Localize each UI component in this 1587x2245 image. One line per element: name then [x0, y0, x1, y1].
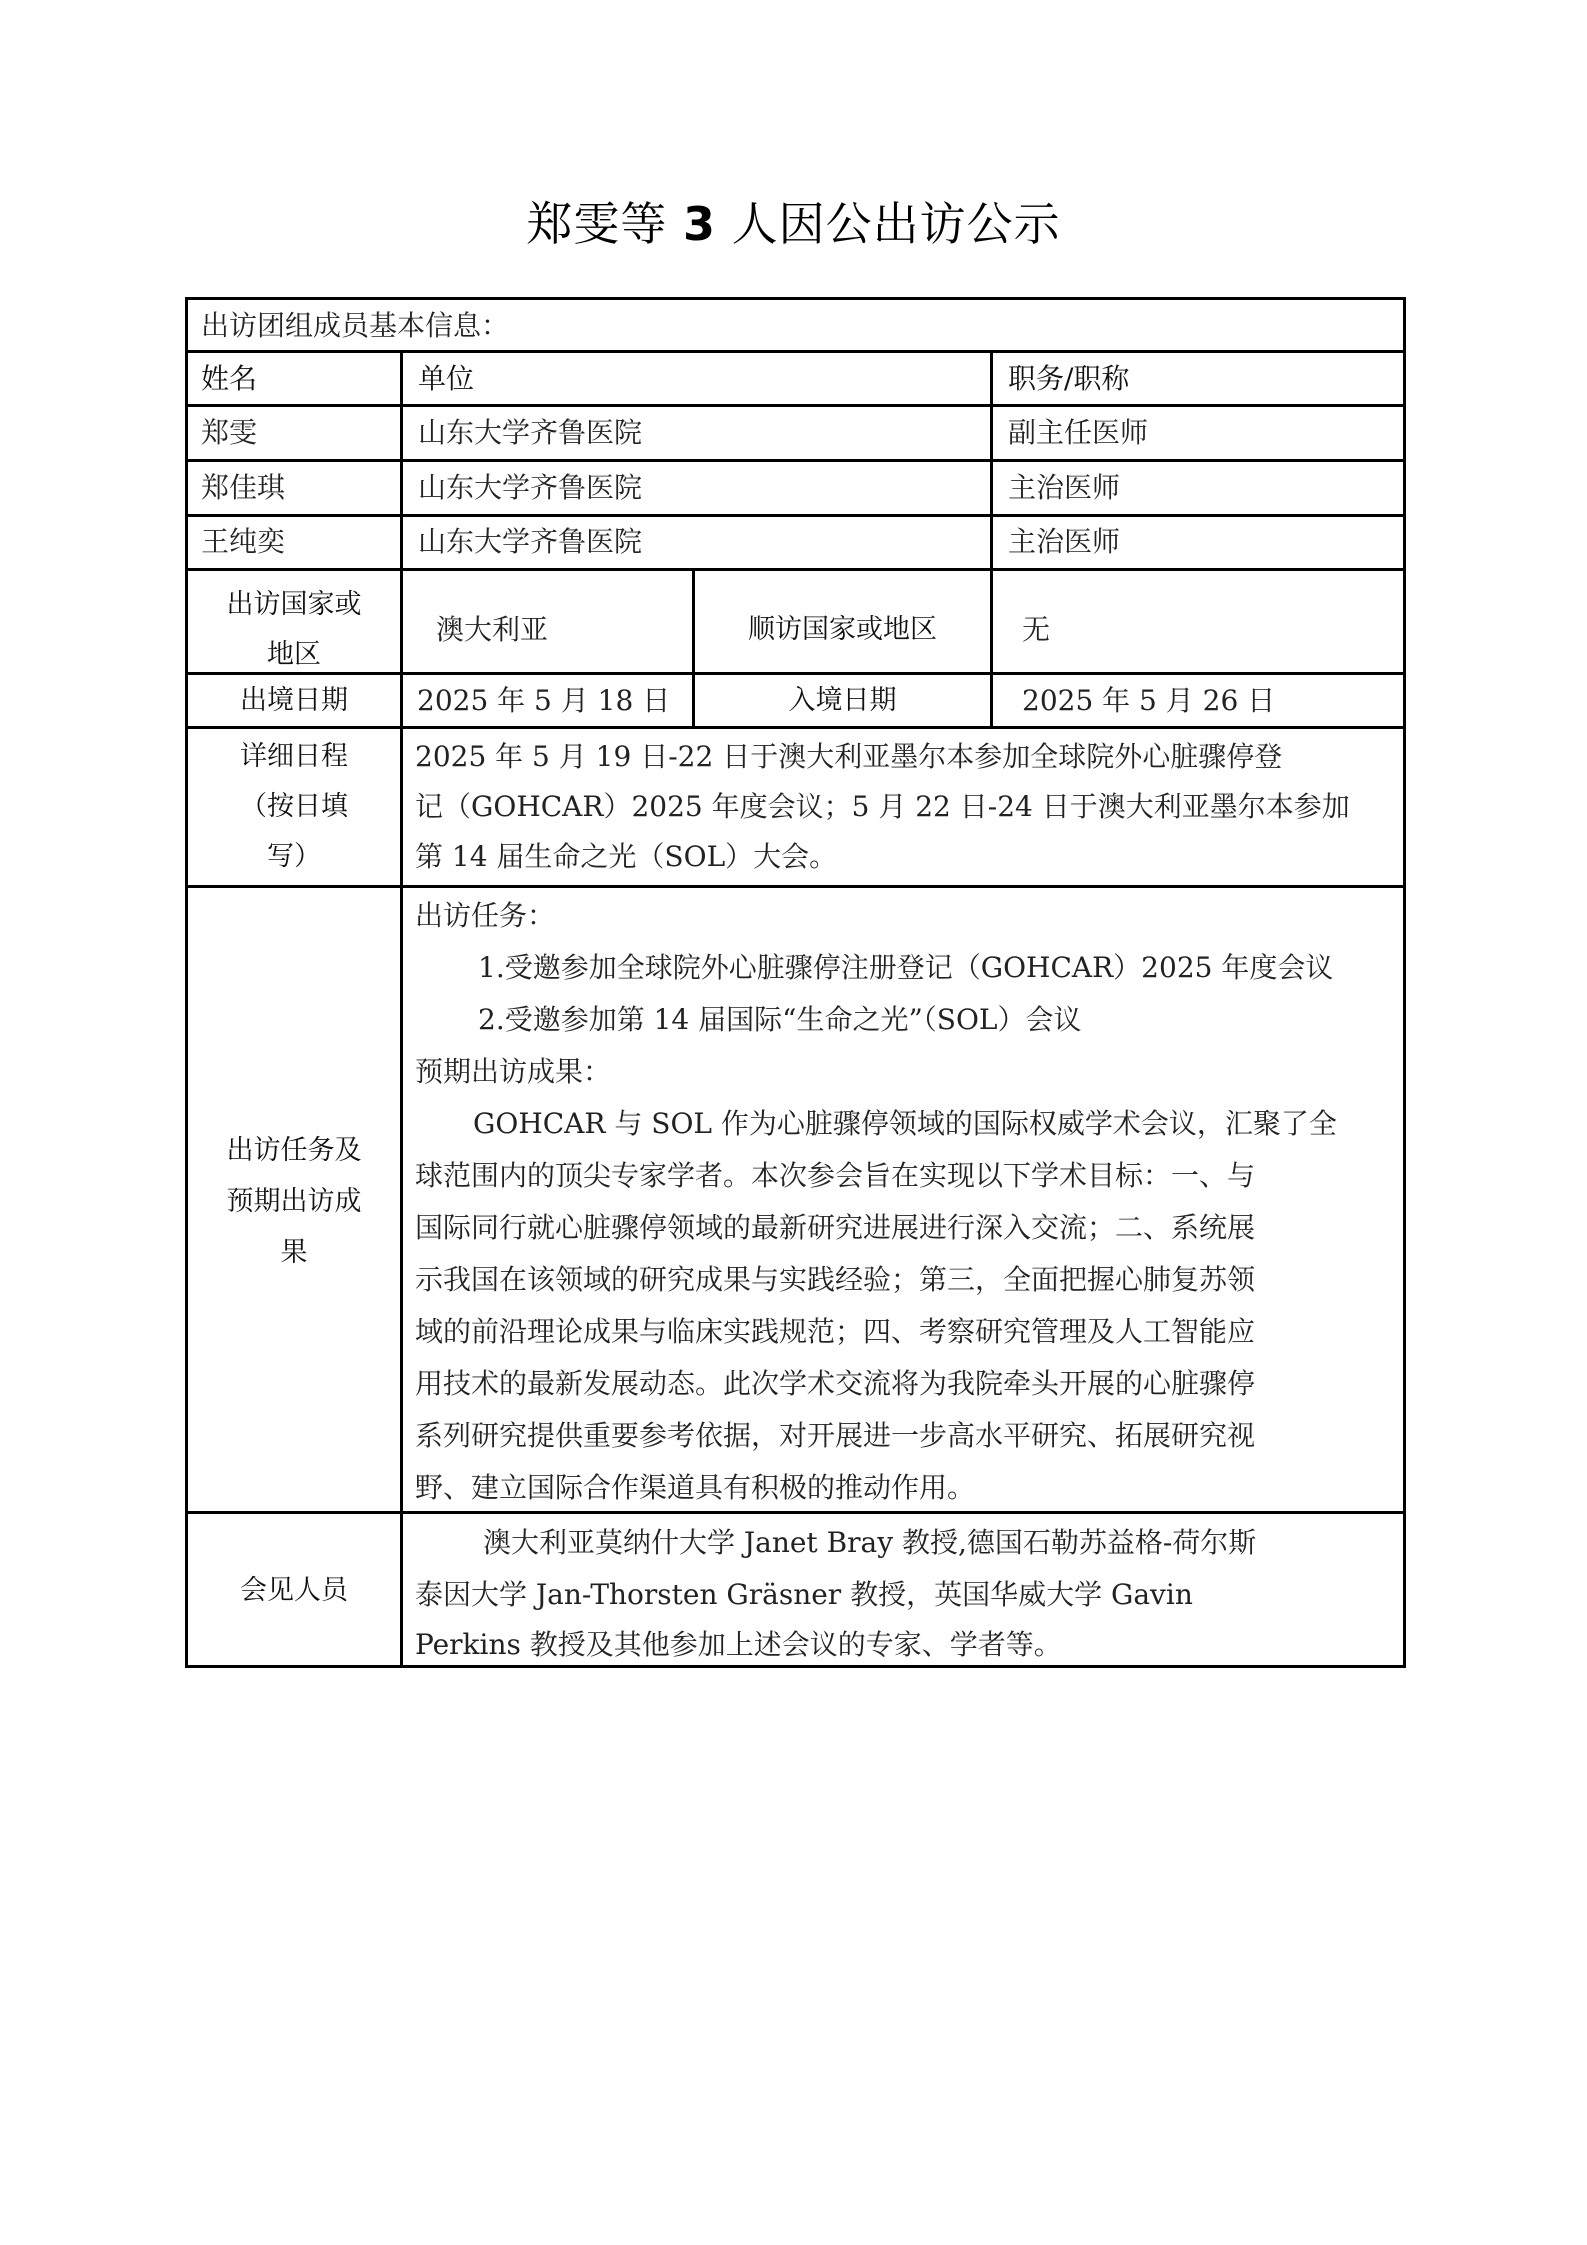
task-item: 1.受邀参加全球院外心脏骤停注册登记（GOHCAR）2025 年度会议 [478, 951, 1334, 984]
schedule-label-line1: 详细日程 [240, 741, 348, 772]
member-name: 郑雯 [201, 416, 258, 449]
exit-date-value: 2025 年 5 月 18 日 [417, 684, 671, 717]
schedule-line: 2025 年 5 月 19 日-22 日于澳大利亚墨尔本参加全球院外心脏骤停登 [415, 740, 1283, 773]
row-divider [185, 350, 1406, 353]
column-header-name: 姓名 [201, 362, 258, 395]
outcome-line: 用技术的最新发展动态。此次学术交流将为我院牵头开展的心脏骤停 [415, 1367, 1256, 1400]
title-suffix: 人因公出访公示 [731, 197, 1061, 251]
entry-date-label: 入境日期 [788, 685, 897, 716]
member-title: 主治医师 [1008, 525, 1121, 558]
destination-label-line2: 地区 [267, 639, 321, 670]
entry-date-value: 2025 年 5 月 26 日 [1022, 684, 1276, 717]
outcome-line: 球范围内的顶尖专家学者。本次参会旨在实现以下学术目标：一、与 [415, 1159, 1256, 1192]
page-title [0, 196, 1587, 252]
column-header-title: 职务/职称 [1008, 362, 1130, 395]
column-divider [990, 350, 993, 569]
member-title: 副主任医师 [1008, 416, 1149, 449]
member-name: 郑佳琪 [201, 471, 286, 504]
meeting-line: 澳大利亚莫纳什大学 Janet Bray 教授,德国石勒苏益格-荷尔斯 [483, 1526, 1257, 1559]
members-heading: 出访团组成员基本信息： [201, 309, 510, 342]
tasks-label-line2: 预期出访成 [226, 1186, 362, 1217]
column-header-unit: 单位 [418, 362, 475, 395]
column-divider [400, 350, 403, 1668]
destination-value: 澳大利亚 [436, 613, 549, 646]
outcome-line: 野、建立国际合作渠道具有积极的推动作用。 [415, 1471, 976, 1504]
row-divider [185, 404, 1406, 407]
member-unit: 山东大学齐鲁医院 [418, 416, 643, 449]
schedule-label-line2: （按日填 [240, 791, 348, 822]
schedule-label-line3: 写） [267, 841, 321, 872]
tasks-label-line1: 出访任务及 [226, 1135, 362, 1166]
task-item: 2.受邀参加第 14 届国际“生命之光”（SOL）会议 [478, 1003, 1082, 1036]
member-unit: 山东大学齐鲁医院 [418, 471, 643, 504]
outcome-line: 示我国在该领域的研究成果与实践经验；第三，全面把握心肺复苏领 [415, 1263, 1256, 1296]
task-heading: 出访任务： [415, 899, 556, 932]
schedule-line: 记（GOHCAR）2025 年度会议；5 月 22 日-24 日于澳大利亚墨尔本参加 [415, 790, 1350, 823]
exit-date-label: 出境日期 [240, 685, 348, 716]
row-divider [185, 568, 1406, 571]
tasks-label-line3: 果 [280, 1237, 308, 1268]
title-count: 3 [682, 197, 716, 251]
outcome-heading: 预期出访成果： [415, 1055, 612, 1088]
outcome-line: 国际同行就心脏骤停领域的最新研究进展进行深入交流；二、系统展 [415, 1211, 1256, 1244]
row-divider [185, 514, 1406, 517]
meeting-line: Perkins 教授及其他参加上述会议的专家、学者等。 [415, 1628, 1062, 1661]
destination-label-line1: 出访国家或 [226, 589, 362, 620]
meeting-label: 会见人员 [240, 1575, 348, 1606]
schedule-line: 第 14 届生命之光（SOL）大会。 [415, 840, 838, 873]
row-divider [185, 726, 1406, 729]
transit-label: 顺访国家或地区 [748, 614, 937, 645]
outcome-line: 系列研究提供重要参考依据，对开展进一步高水平研究、拓展研究视 [415, 1419, 1256, 1452]
member-unit: 山东大学齐鲁医院 [418, 525, 643, 558]
meeting-line: 泰因大学 Jan-Thorsten Gräsner 教授，英国华威大学 Gavin [415, 1578, 1193, 1611]
member-title: 主治医师 [1008, 471, 1121, 504]
column-divider [990, 568, 993, 727]
row-divider [185, 885, 1406, 888]
outcome-line: 域的前沿理论成果与临床实践规范；四、考察研究管理及人工智能应 [415, 1315, 1256, 1348]
outcome-line: GOHCAR 与 SOL 作为心脏骤停领域的国际权威学术会议，汇聚了全 [473, 1107, 1337, 1140]
title-prefix: 郑雯等 [526, 197, 668, 251]
transit-value: 无 [1022, 613, 1051, 646]
member-name: 王纯奕 [201, 525, 286, 558]
row-divider [185, 459, 1406, 462]
